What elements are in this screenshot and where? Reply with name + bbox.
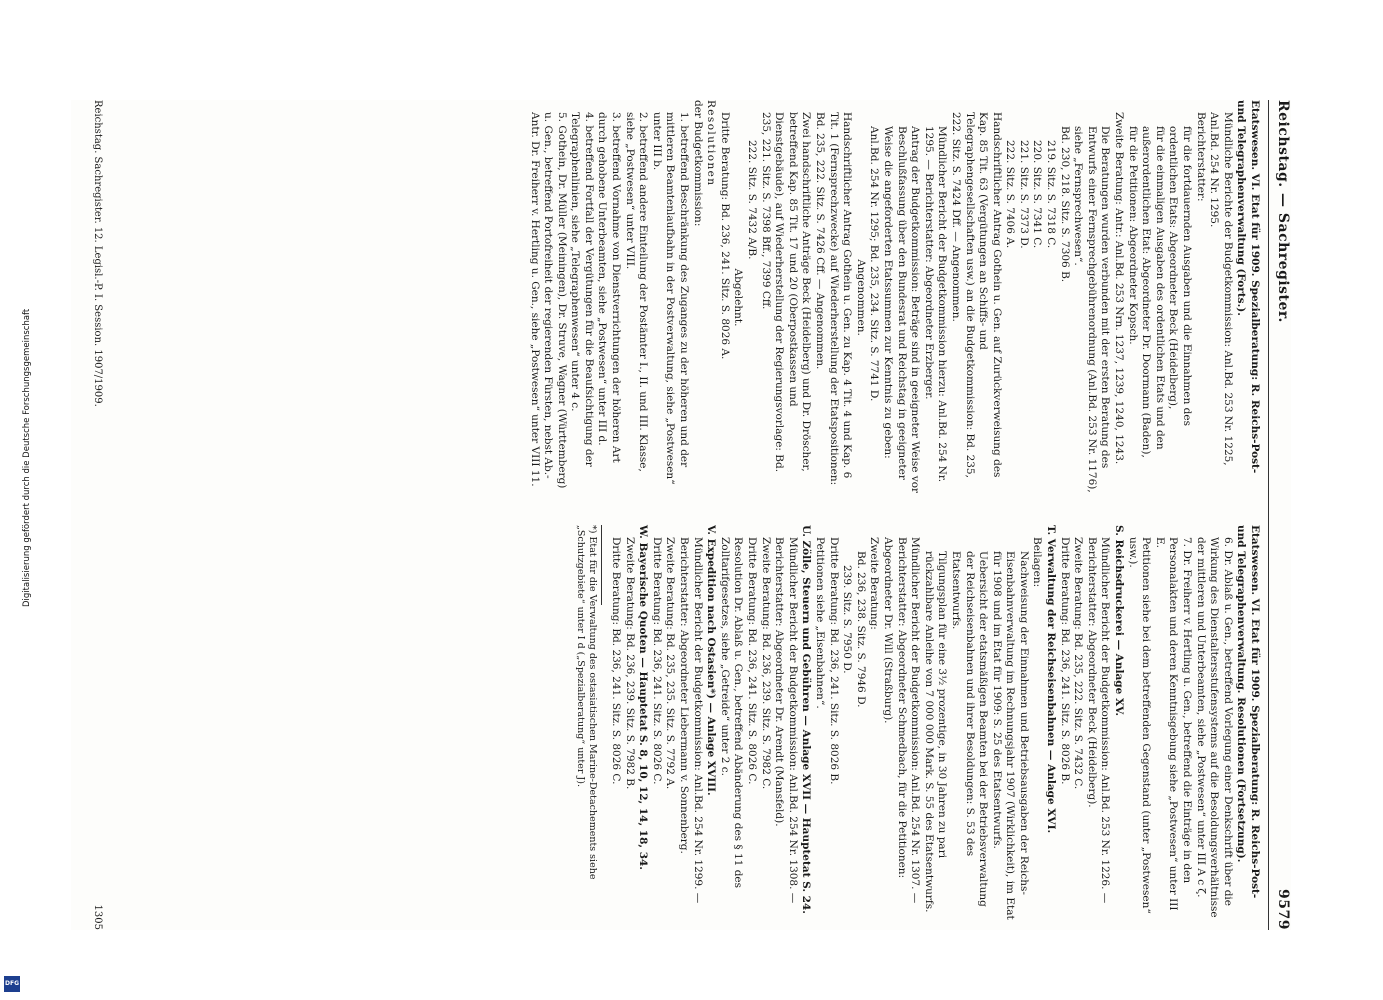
right-column-entry: Petitionen siehe bei dem betreffenden Gegenstand (unter „Postwesen“ usw.). <box>1126 537 1153 914</box>
left-column-entry: Abgelehnt. <box>732 268 745 327</box>
right-column-entry: Nachweisung der Einnahmen und Betriebsausgaben der Reichs-Eisenbahnverwaltung im Rechnungsjahr 1907 (Wirklichkeit), im Etat für 1908 und im Etat für 1909: S. 25 des Etatsentwurfs. <box>990 551 1030 920</box>
right-column-entry: W. Bayerische Quoten — Hauptetat S. 8, 10, 12, 14, 18, 34. <box>637 525 650 870</box>
footer-page-number: 1305 <box>92 904 103 930</box>
right-column-entry: 239. Sitz. S. 7950 D. <box>841 565 854 674</box>
right-column-entry: Uebersicht der etatsmäßigen Beamten bei der Betriebsverwaltung der Reichseisenbahnen und ihrer Besoldungen: S. 53 des Etatsentwurfs. <box>949 551 990 907</box>
left-column-entry: Mündliche Berichte der Budgetkommission: Anl.Bd. 253 Nr. 1225, Anl.Bd. 254 Nr. 1295. <box>1208 112 1234 466</box>
right-column-entry: Zweite Beratung: Bd. 235, 235. Sitz. S. 7792 A. <box>664 537 677 790</box>
left-column-entry: 3. betreffend Vornahme von Dienstverrichtungen der höheren Art durch gehobene Unterbeamten, siehe „Postwesen“ unter III d. <box>596 112 623 463</box>
right-column-entry: Zweite Beratung: Bd. 236, 239. Sitz. S. 7982 B. <box>623 537 636 790</box>
left-column-entry: der Budgetkommission: <box>691 100 704 227</box>
left-column-entry: Resolutionen <box>705 100 718 187</box>
dfg-logo: DFG <box>4 976 20 992</box>
left-column-entry: Mündlicher Bericht der Budgetkommission hierzu: Anl.Bd. 254 Nr. 1295. — Berichterstatter: Abgeordneter Erzberger. <box>922 126 949 483</box>
left-column-entry: Bd. 230, 218. Sitz. S. 7306 B. <box>1058 126 1071 283</box>
running-head-left: Reichstag. — Sachregister. <box>1275 100 1291 323</box>
left-column-entry: Angenommen. <box>854 259 867 336</box>
right-column-entry: T. Verwaltung der Reichseisenbahnen — Anlage XVI. <box>1045 525 1058 834</box>
left-column-entry: 222. Sitz. S. 7432 A/B. <box>746 140 759 260</box>
footer-left: Reichstag. Sachregister. 12. Legisl.-P. I. Session. 1907/1909. <box>92 100 103 407</box>
right-column-entry: Tilgungsplan für eine 3½ prozentige, in 30 Jahren zu pari rückzahlbare Anleihe von 7 000 000 Mark. S. 55 des Etatsentwurfs. <box>922 551 949 913</box>
right-column-entry: S. Reichsdruckerei — Anlage XV. <box>1113 525 1126 717</box>
left-column-entry: Zweite Beratung: Antr.: Anl.Bd. 253 Nrn. 1237, 1239, 1240, 1243. <box>1113 112 1126 465</box>
right-column-entry: V. Expedition nach Ostasien*) — Anlage XVIII. <box>705 525 718 796</box>
header-rule <box>1268 100 1269 930</box>
left-column-entry: 221. Sitz. S. 7373 D. <box>1017 140 1030 249</box>
right-column-entry: Mündlicher Bericht der Budgetkommission: Anl.Bd. 254 Nr. 1299. — Berichterstatter: Abgeordneter Liebermann v. Sonnenberg. <box>678 537 704 904</box>
left-column-entry: Handschriftlicher Antrag Gothein u. Gen. zu Kap. 4 Tit. 4 und Kap. 6 Tit. 1 (Fernsprechzwecke) auf Wiederherstellung der Etatspositionen: Bd. 235, 222. Sitz. S. 7426 Cff. — Angenommen. <box>814 112 854 486</box>
right-column-entry: Dritte Beratung: Bd. 236, 241. Sitz. S. 8026 C. <box>650 537 663 785</box>
right-column-entry: 6. Dr. Ablaß u. Gen., betreffend Vorlegung einer Denkschrift über die Wirkung des Dienstaltersstufensystems auf die Besoldungsverhältnisse der mittleren und Unterbeamten, siehe „Postwesen“ unter III A c ζ. <box>1194 537 1234 918</box>
right-column-entry: 7. Dr. Freiherr v. Hertling u. Gen., betreffend die Einträge in den Personalakten und deren Kenntnisgebung siehe „Postwesen“ unter III E. <box>1153 537 1194 911</box>
rotated-register-page <box>71 100 1291 930</box>
right-column-entry: Bd. 236, 238. Sitz. S. 7946 D. <box>854 551 867 708</box>
left-column-entry: 1. betreffend Beschränkung des Zuganges zu der höheren und der mittleren Beamtenlaufbahn in der Postverwaltung, siehe „Postwesen“ unter III b. <box>650 112 691 485</box>
left-column-entry: 2. betreffend andere Einteilung der Postämter I., II. und III. Klasse, siehe „Postwesen“ unter VIII. <box>623 112 650 472</box>
left-column-entry: Dritte Beratung: Bd. 236, 241. Sitz. S. 8026 A. <box>718 112 731 360</box>
right-column-entry: Mündlicher Bericht der Budgetkommission: Anl.Bd. 253 Nr. 1226. — Berichterstatter: Abgeordneter Beck (Heidelberg). <box>1085 537 1112 904</box>
left-column-entry: für die Petitionen: Abgeordneter Kopsch. <box>1126 126 1139 345</box>
left-column-entry: für die einmaligen Ausgaben des ordentlichen Etats und den außerordentlichen Etat: Abgeordneter Dr. Doormann (Baden), <box>1140 126 1166 458</box>
page-number: 9579 <box>1275 889 1291 930</box>
left-column-entry: 4. betreffend Fortfall der Vergütungen für die Beaufsichtigung der Telegraphenlinien, siehe „Telegraphenwesen“ unter 4 c. <box>569 112 595 467</box>
right-column-entry: Mündlicher Bericht der Budgetkommission: Anl.Bd. 254 Nr. 1307. — Berichterstatter: Abgeordneter Schmedbach, für die Petitionen: Abgeordneter Dr. Will (Straßburg). <box>881 537 922 904</box>
right-column-entry: Dritte Beratung: Bd. 236, 241. Sitz. S. 8026 B. <box>827 537 840 785</box>
left-column-entry: Die Beratungen wurden verbunden mit der ersten Beratung des Entwurfs einer Fernsprechgebührenordnung (Anl.Bd. 253 Nr. 1176), siehe „Fernsprechwesen“. <box>1072 126 1112 493</box>
right-column-entry: Zweite Beratung: <box>868 537 881 630</box>
right-column-entry: Etatswesen. VI. Etat für 1909. Spezialberatung: R. Reichs-Post- und Telegraphenverwaltung. Resolutionen (Fortsetzung). <box>1235 525 1261 899</box>
left-column-entry: 220. Sitz. S. 7341 C. <box>1031 140 1044 249</box>
right-column-entry: Zweite Beratung: Bd. 236, 239. Sitz. S. 7982 C. <box>759 537 772 790</box>
right-column-entry: Beilagen: <box>1031 537 1044 588</box>
right-column <box>575 525 1262 920</box>
right-column-entry: Resolution Dr. Ablaß u. Gen., betreffend Abänderung des § 11 des Zolltarifgesetzes, siehe „Getreide“ unter 2 c. <box>718 537 745 889</box>
left-column-entry: Handschriftlicher Antrag Gothein u. Gen. auf Zurückverweisung des Kap. 85 Tit. 63 (Vergütungen an Schiffs- und Telegraphengesellschaften usw.) an die Budgetkommission: Bd. 235, 222. Sitz. S. 7424 Dff. — Angenommen. <box>949 112 1003 478</box>
footnote-rule <box>602 525 603 605</box>
right-column-body <box>609 525 1262 920</box>
left-column-entry: Berichterstatter: <box>1194 112 1207 202</box>
right-column-entry: Mündlicher Bericht der Budgetkommission: Anl.Bd. 254 Nr. 1308. — Berichterstatter: Abgeordneter Dr. Arendt (Mansfeld). <box>773 537 799 904</box>
left-column-entry: Zwei handschriftliche Anträge Beck (Heidelberg) und Dr. Dröscher, betreffend Kap. 85 Tit. 17 und 20 (Oberpostkassen und Dienstgebäude), auf Wiederherstellung der Regierungsvorlage: Bd. 235, 221. Sitz. S. 7398 Bff., 7399 Cff. <box>759 112 813 473</box>
right-column-entry: Zweite Beratung: Bd. 235, 222. Sitz. S. 7432 C. <box>1072 537 1085 790</box>
right-column-entry: Dritte Beratung: Bd. 236, 241. Sitz. S. 8026 C. <box>746 537 759 785</box>
left-column-entry: für die fortdauernden Ausgaben und die Einnahmen des ordentlichen Etats: Abgeordneter Beck (Heidelberg), <box>1167 126 1194 426</box>
page-footer <box>87 100 103 930</box>
left-column <box>527 100 1261 495</box>
right-column-entry: Dritte Beratung: Bd. 236, 241. Sitz. S. 8026 C. <box>610 537 623 785</box>
right-column-entry: Petitionen siehe „Eisenbahnen“. <box>814 537 826 709</box>
left-column-entry: Antrag der Budgetkommission: Beträge sind in geeigneter Weise vor Beschlußfassung über den Bundesrat und Reichstag in geeigneter Weise die angeforderten Etatssummen zur Kenntnis zu geben: Anl.Bd. 254 Nr. 1295; Bd. 235, 234. Sitz. S. 7741 D. <box>868 126 922 494</box>
left-column-entry: Etatswesen. VI. Etat für 1909. Spezialberatung: R. Reichs-Post- und Telegraphenverwaltung (Forts.). <box>1235 100 1261 474</box>
left-column-entry: 222. Sitz. S. 7406 A. <box>1004 140 1017 249</box>
footnote: *) Etat für die Verwaltung des ostasiatischen Marine-Detachements siehe „Schutzgebiete“ unter I d („Spezialberatung“ unter J). <box>575 525 599 880</box>
digitization-note: Digitalisierung gefördert durch die Deutsche Forschungsgemeinschaft <box>22 308 32 607</box>
left-column-entry: 219. Sitz. S. 7318 C. <box>1045 140 1058 249</box>
right-column-entry: Dritte Beratung: Bd. 236, 241. Sitz. S. 8026 B. <box>1058 537 1071 785</box>
left-column-entry: 5. Gothein, Dr. Müller (Meiningen), Dr. Struve, Wagner (Württemberg) u. Gen., betreffend Portofreiheit der regierenden Fürsten, nebst Ab.-Antr. Dr. Freiherr v. Hertling u. Gen., siehe „Postwesen“ unter VIII 11. <box>528 112 568 489</box>
right-column-entry: U. Zölle, Steuern und Gebühren — Anlage XVII — Hauptetat S. 24. <box>800 525 813 914</box>
running-head <box>1269 100 1291 930</box>
